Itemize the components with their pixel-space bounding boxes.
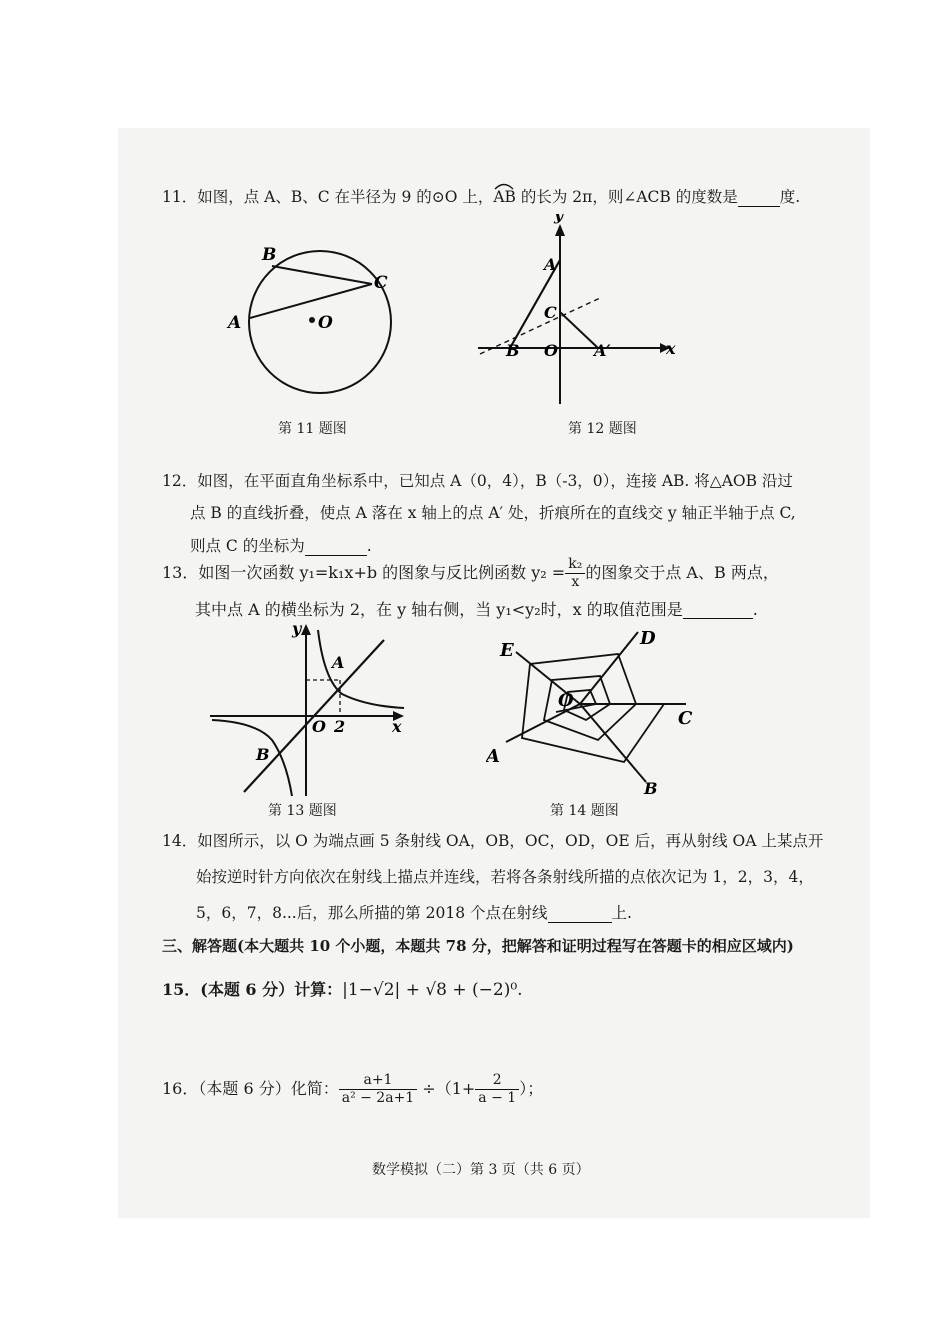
- q14-answer-blank[interactable]: [548, 922, 612, 923]
- figure-12: [470, 214, 690, 414]
- figure-13: [206, 620, 416, 800]
- question-12-line3: 则点 C 的坐标为 .: [190, 537, 372, 555]
- q11-answer-blank[interactable]: [738, 206, 780, 207]
- fig13-caption: 第 13 题图: [268, 803, 337, 819]
- question-13-line1: 13．如图一次函数 y₁=k₁x+b 的图象与反比例函数 y₂ = $\frac{\text{k₂}}{x}$ 的图象交于点 A、B 两点，: [162, 556, 779, 590]
- fig12-caption: 第 12 题图: [568, 421, 637, 437]
- fig13-label-a: A: [332, 653, 345, 672]
- fig13-label-y: y: [292, 620, 302, 638]
- question-13-line2: 其中点 A 的横坐标为 2，在 y 轴右侧，当 y₁<y₂时，x 的取值范围是 .: [195, 600, 758, 619]
- fig12-label-b: B: [506, 341, 520, 360]
- fig14-label-d: D: [640, 628, 656, 649]
- question-12-line2: 点 B 的直线折叠，使点 A 落在 x 轴上的点 A′ 处，折痕所在的直线交 y 轴正半轴于点 C,: [190, 504, 796, 522]
- fig14-label-o: O: [558, 690, 574, 711]
- fig11-label-a: A: [228, 313, 242, 333]
- question-15: 15．(本题 6 分）计算：|1−√2| + √8 + (−2)⁰.: [162, 980, 523, 1000]
- arc-mark-icon: [493, 182, 515, 190]
- q16-fraction-1: $\frac{a+1}{\text{a² − 2a+1}}$: [339, 1072, 417, 1107]
- figure-11-drawing: [222, 238, 422, 418]
- fig13-label-b: B: [256, 745, 270, 764]
- question-16: 16．（本题 6 分）化简： $\frac{a+1}{\text{a² − 2a+1}}$ ÷（1+ $\frac{2}{a - 1}$ ）；: [162, 1072, 544, 1106]
- question-14-line1: 14．如图所示，以 O 为端点画 5 条射线 OA，OB，OC，OD，OE 后，再从射线 OA 上某点开: [162, 832, 824, 850]
- figure-12-drawing: [470, 214, 690, 414]
- fig12-label-a: A: [544, 255, 557, 274]
- figure-14-drawing: [486, 622, 706, 800]
- fig12-label-c: C: [544, 303, 557, 322]
- q13-answer-blank[interactable]: [683, 618, 753, 619]
- fig13-label-x: x: [392, 717, 402, 736]
- fig11-caption: 第 11 题图: [278, 421, 347, 437]
- fig12-label-x: x: [666, 339, 676, 358]
- fig14-label-a: A: [486, 746, 500, 767]
- figure-11: [222, 238, 422, 418]
- fig14-label-b: B: [644, 779, 658, 798]
- fig14-caption: 第 14 题图: [550, 803, 619, 819]
- fig14-label-e: E: [500, 640, 514, 661]
- fig13-label-o: O: [312, 717, 326, 736]
- question-14-line2: 始按逆时针方向依次在射线上描点并连线，若将各条射线所描的点依次记为 1，2，3，4，: [196, 868, 814, 886]
- figure-13-drawing: [206, 620, 416, 800]
- section-3-heading: 三、解答题(本大题共 10 个小题，本题共 78 分，把解答和证明过程写在答题卡的相应区域内): [162, 937, 794, 955]
- q11-arc: AB: [493, 188, 516, 207]
- q11-text-mid: 的长为 2π，则∠ACB 的度数是: [515, 188, 738, 206]
- fig12-label-a-prime: A′: [594, 341, 611, 360]
- fig11-label-o: O: [318, 313, 333, 333]
- q11-text-pre: 11．如图，点 A、B、C 在半径为 9 的⊙O 上，: [162, 188, 494, 206]
- q15-expression: |1−√2| + √8 + (−2)⁰.: [342, 980, 523, 1000]
- fig12-label-y: y: [554, 214, 564, 224]
- q16-fraction-2: $\frac{2}{a - 1}$: [475, 1072, 519, 1107]
- fig13-label-two: 2: [334, 717, 346, 736]
- question-12-line1: 12．如图，在平面直角坐标系中，已知点 A（0，4），B（-3，0），连接 AB. 将△AOB 沿过: [162, 472, 793, 490]
- fig11-label-c: C: [374, 273, 388, 293]
- q13-fraction: $\frac{\text{k₂}}{x}$: [565, 556, 585, 591]
- question-14-line3: 5，6，7，8...后，那么所描的第 2018 个点在射线 上.: [196, 904, 632, 922]
- q11-text-post: 度.: [779, 188, 801, 206]
- page-footer: 数学模拟（二）第 3 页（共 6 页）: [372, 1162, 590, 1178]
- fig14-label-c: C: [678, 708, 693, 729]
- question-11: [162, 188, 800, 207]
- fig12-label-o: O: [544, 341, 558, 360]
- fig11-label-b: B: [262, 245, 277, 265]
- figure-14: [486, 622, 706, 800]
